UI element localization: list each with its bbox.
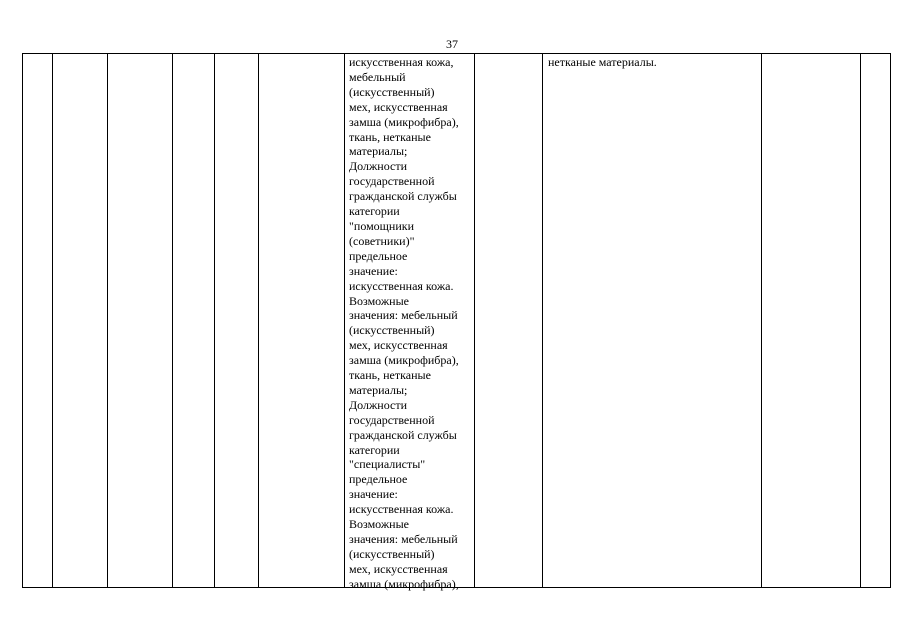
- cell-text-line: ткань, нетканые: [349, 368, 431, 383]
- cell-text-line: значения: мебельный: [349, 532, 458, 546]
- cell-text-line: материалы;: [349, 144, 408, 159]
- cell-text-line: нетканые материалы.: [548, 55, 657, 69]
- cell-text-line: замша (микрофибра),: [349, 353, 459, 368]
- cell-text-line: материалы;: [349, 382, 408, 397]
- cell-text-line: ткань, нетканые: [349, 129, 431, 144]
- column-divider: [542, 54, 543, 587]
- column-divider: [214, 54, 215, 587]
- cell-text-line: мех, искусственная: [349, 561, 448, 576]
- cell-text-line: замша (микрофибра),: [349, 114, 459, 129]
- cell-text-line: значение:: [349, 263, 398, 278]
- cell-text-line: (искусственный): [349, 546, 435, 561]
- cell-text-line: категории: [349, 204, 400, 219]
- values-cell: [548, 55, 657, 70]
- cell-text-line: Должности: [349, 159, 408, 174]
- cell-text-line: гражданской службы: [349, 427, 457, 442]
- column-divider: [474, 54, 475, 587]
- cell-text-line: мех, искусственная: [349, 338, 448, 353]
- page-number-text: 37: [446, 37, 458, 51]
- cell-text-line: государственной: [349, 174, 435, 189]
- cell-text-line: искусственная кожа.: [349, 502, 454, 517]
- cell-text-line: Должности: [349, 397, 408, 412]
- document-table: [22, 53, 891, 591]
- column-divider: [761, 54, 762, 587]
- cell-text-line: значение:: [349, 487, 398, 502]
- cell-text-line: искусственная кожа.: [349, 278, 454, 293]
- column-divider: [344, 54, 345, 587]
- cell-text-line: Возможные: [349, 293, 409, 308]
- cell-text-line: предельное: [349, 472, 408, 487]
- cell-text-line: (советники)": [349, 233, 415, 248]
- cell-text-line: гражданской службы: [349, 189, 457, 204]
- cell-text-line: Возможные: [349, 517, 409, 532]
- cell-text-line: (искусственный): [349, 323, 435, 338]
- column-divider: [258, 54, 259, 587]
- cell-text-line: мех, искусственная: [349, 99, 448, 114]
- cell-text-line: (искусственный): [349, 84, 435, 99]
- cell-text-line: мебельный: [349, 69, 406, 84]
- cell-text-line: категории: [349, 442, 400, 457]
- cell-text-line: значения: мебельный: [349, 308, 458, 323]
- cell-text-line: "специалисты": [349, 457, 426, 472]
- cell-text-line: замша (микрофибра),: [349, 576, 459, 591]
- column-divider: [860, 54, 861, 587]
- cell-text-line: "помощники: [349, 218, 415, 233]
- characteristic-cell: [349, 55, 459, 592]
- column-divider: [107, 54, 108, 587]
- cell-text-line: искусственная кожа,: [349, 55, 454, 69]
- cell-text-line: государственной: [349, 412, 435, 427]
- column-divider: [52, 54, 53, 587]
- cell-text-line: предельное: [349, 248, 408, 263]
- column-divider: [172, 54, 173, 587]
